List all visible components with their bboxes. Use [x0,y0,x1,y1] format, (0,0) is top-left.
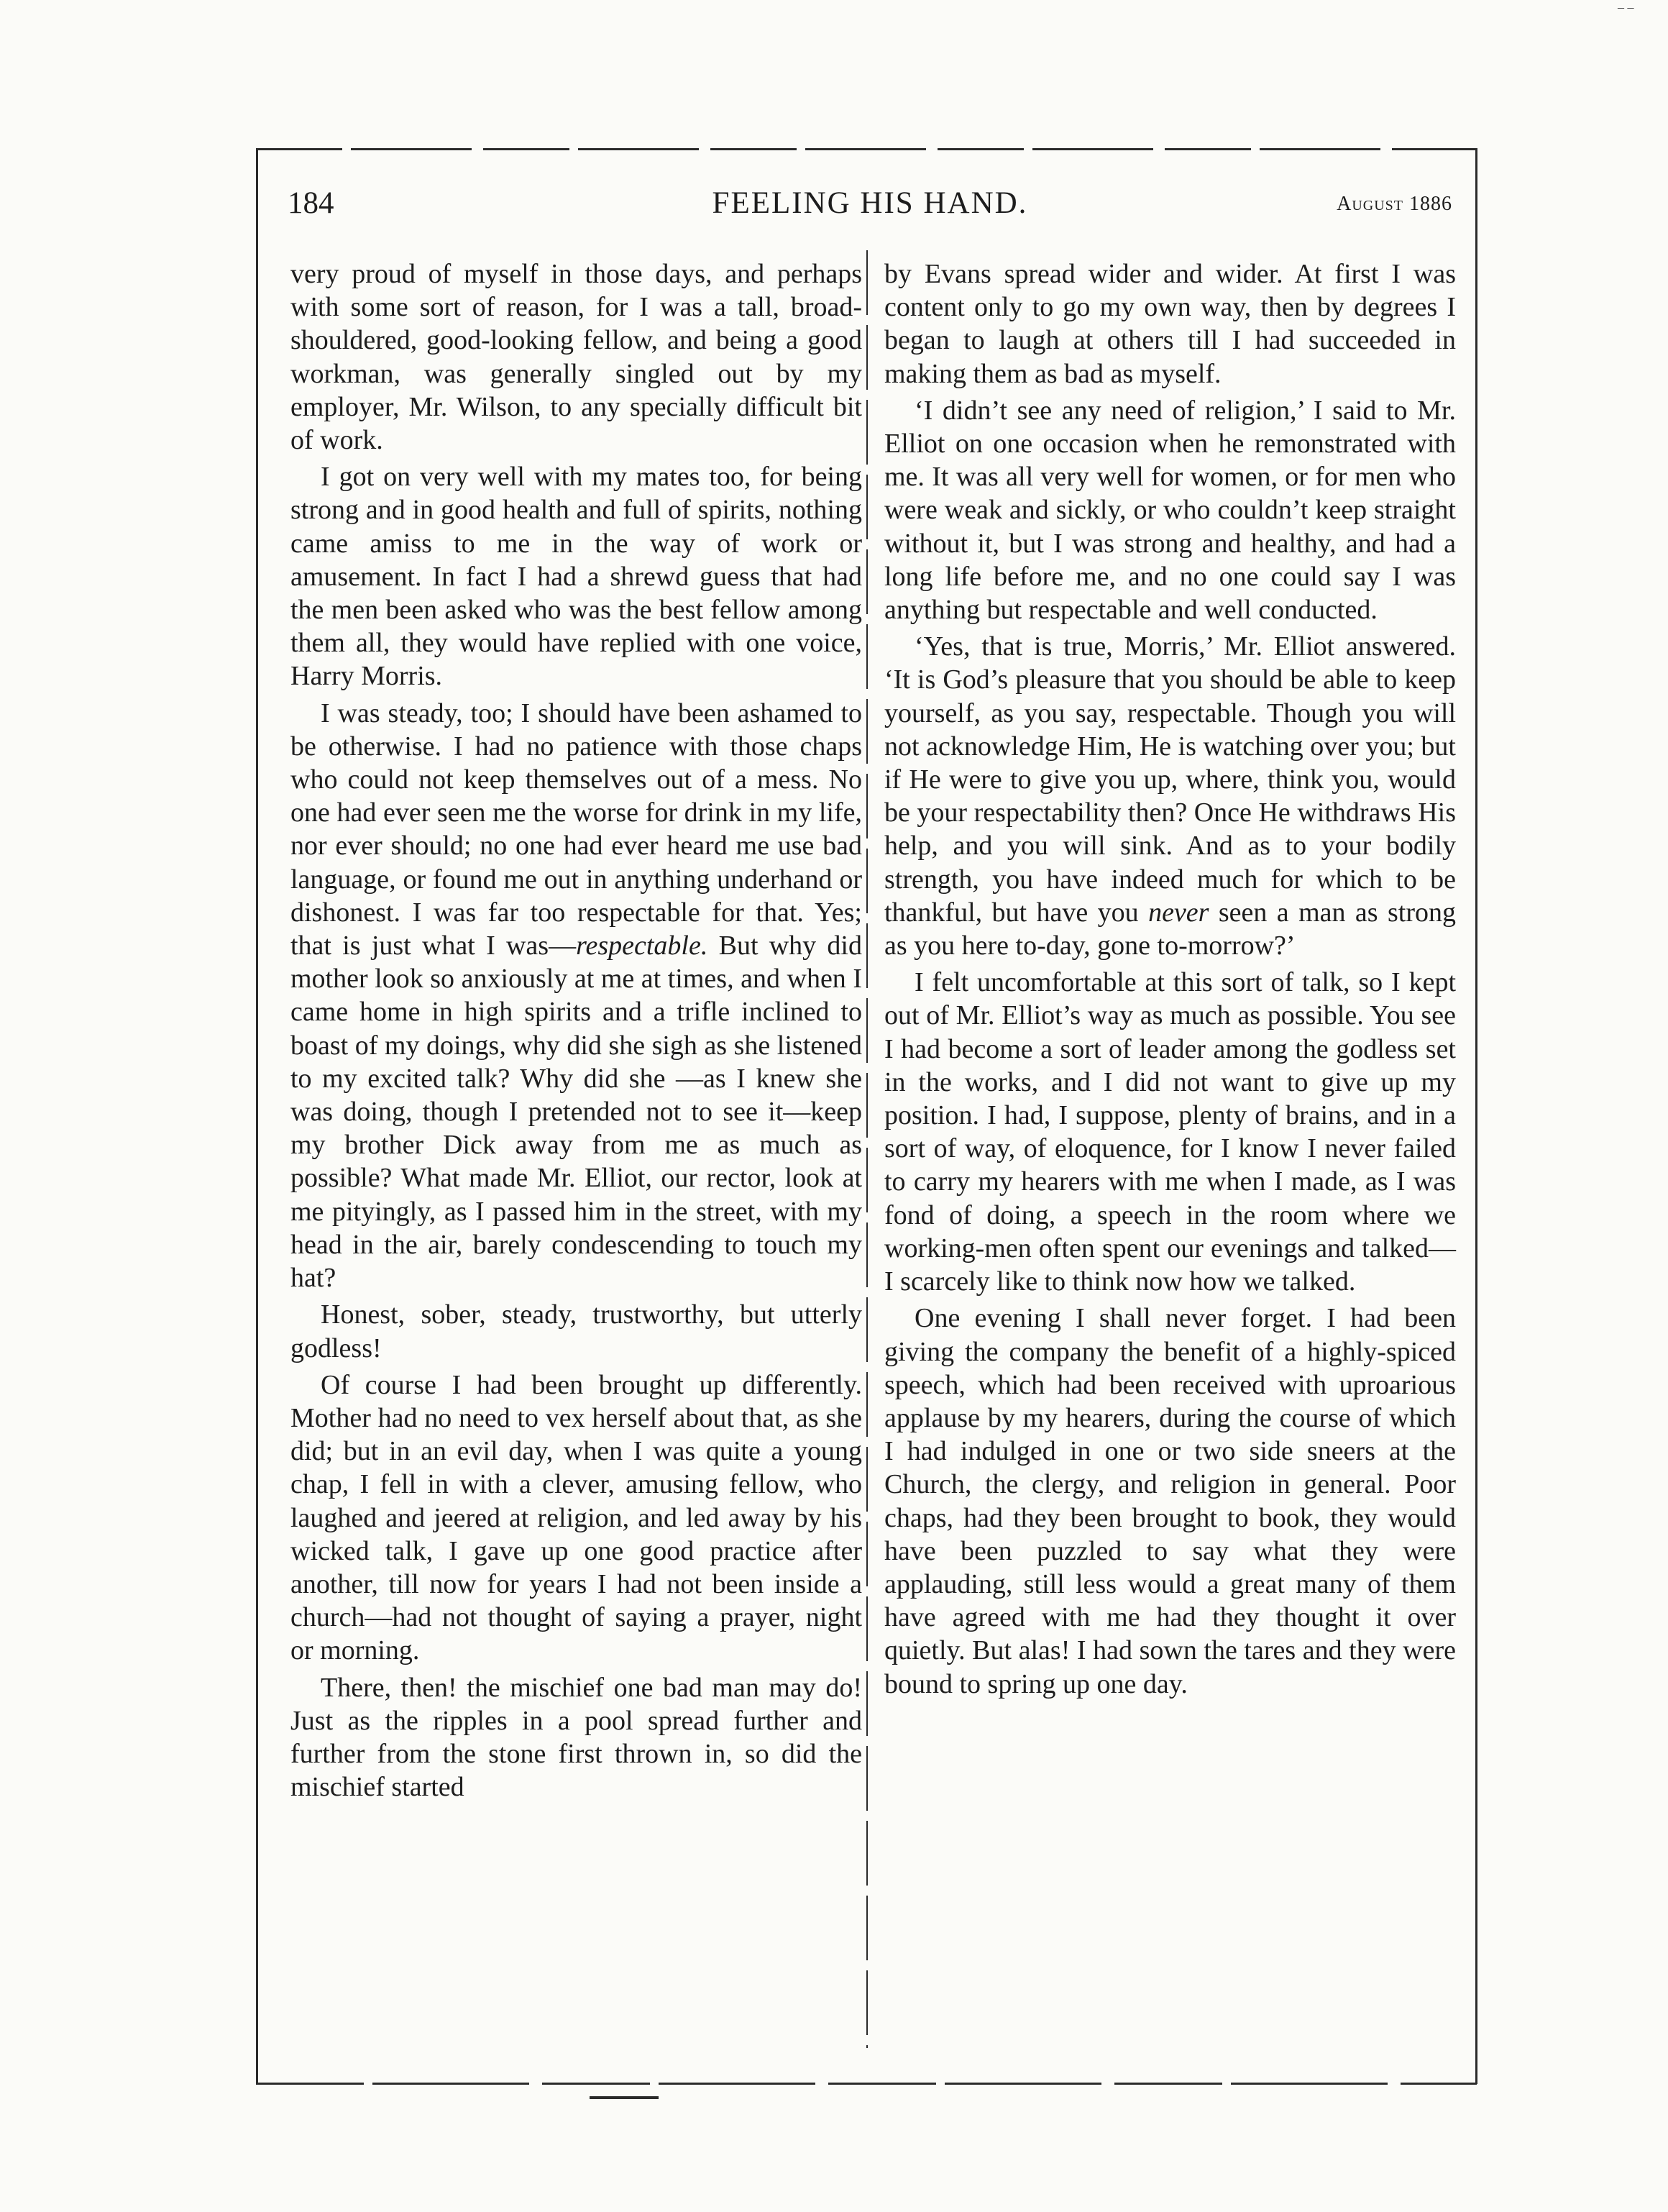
paragraph [290,697,862,1295]
paragraph: One evening I shall never forget. I had been giving the company the benefit of a highly-spiced speech, which had been received with uproarious applause by my hearers, during the course of which I had indulged in one or two side sneers at the Church, the clergy, and religion in general. Poor chaps, had they been brought to book, they would have been puzzled to say what they were applauding, still less would a great many of them have agreed with me had they thought it over quietly. But alas! I had sown the tares and they were bound to spring up one day. [884,1303,1456,1699]
bottom-ornament-rule [590,2096,659,2099]
paragraph: ‘I didn’t see any need of religion,’ I said to Mr. Elliot on one occasion when he remonstrated with me. It was all very well for women, or for men who were weak and sickly, or who couldn’t keep straight without it, but I was strong and healthy, and had a long life before me, and no one could say I was anything but respectable and well conducted. [884,395,1456,626]
paragraph: Honest, sober, steady, trustworthy, but utterly godless! [290,1299,862,1363]
running-title: FEELING HIS HAND. [712,186,1028,220]
paragraph: I felt uncomfortable at this sort of talk, so I kept out of Mr. Elliot’s way as much as possible. You see I had become a sort of leader among the godless set in the works, and I did not want to give up my position. I had, I suppose, plenty of brains, and in a sort of way, of eloquence, for I know I never failed to carry my hearers with me when I made, as I was fond of doing, a speech in the room where we working-men often spent our evenings and talked—I scarcely like to think now how we talked. [884,967,1456,1297]
page-header [288,186,1452,229]
paragraph-text: seen a man as strong as you here to-day, gone to-morrow?’ [884,897,1456,961]
issue-date: August 1886 [1337,193,1452,215]
paragraph: very proud of myself in those days, and perhaps with some sort of reason, for I was a tall, broad-shouldered, good-looking fellow, and being a good workman, was generally singled out by my employer, Mr. Wilson, to any specially difficult bit of work. [290,259,862,456]
paragraph: There, then! the mischief one bad man may do! Just as the ripples in a pool spread further and further from the stone first thrown in, so did the mischief started [290,1672,862,1803]
paragraph-text: I was steady, too; I should have been ashamed to be otherwise. I had no patience with those chaps who could not keep themselves out of a mess. No one had ever seen me the worse for drink in my life, nor ever should; no one had ever heard me use bad language, or found me out in anything underhand or dishonest. I was far too respectable for that. Yes; that is just what I was— [290,698,862,961]
bottom-border-rule [256,2083,1477,2085]
emphasis-text: never [1148,897,1209,928]
column-divider-rule [866,250,868,2048]
paragraph: I got on very well with my mates too, for being strong and in good health and full of spirits, nothing came amiss to me in the way of work or amusement. In fact I had a shrewd guess that had the men been asked who was the best fellow among them all, they would have replied with one voice, Harry Morris. [290,462,862,692]
paragraph-text: ‘Yes, that is true, Morris,’ Mr. Elliot answered. ‘It is God’s pleasure that you should be able to keep yourself, as you say, respectable. Though you will not acknowledge Him, He is watching over you; but if He were to give you up, where, think you, would be your respectability then? Once He withdraws His help, and you will sink. And as to your bodily strength, you have indeed much for which to be thankful, but have you [884,631,1456,928]
page-number: 184 [288,186,334,220]
paragraph: Of course I had been brought up differently. Mother had no need to vex herself about that, as she did; but in an evil day, when I was quite a young chap, I fell in with a clever, amusing fellow, who laughed and jeered at religion, and led away by his wicked talk, I gave up one good practice after another, till now for years I had not been inside a church—had not thought of saying a prayer, night or morning. [290,1369,862,1666]
right-column [884,257,1456,1701]
left-border-rule [256,148,258,2084]
corner-mark: – – [1618,0,1634,14]
paragraph [884,630,1456,962]
top-border-rule [256,148,1477,150]
paragraph-text: But why did mother look so anxiously at me at times, and when I came home in high spirits and a trifle inclined to boast of my doings, why did she sigh as she listened to my excited talk? Why did she —as I knew she was doing, though I pretended not to see it—keep my brother Dick away from me as much as possible? What made Mr. Elliot, our rector, look at me pityingly, as I passed him in the street, with my head in the air, barely condescending to touch my hat? [290,931,862,1294]
emphasis-text: respectable. [576,931,708,961]
right-border-rule [1475,148,1477,2084]
left-column [290,257,862,1804]
paragraph: by Evans spread wider and wider. At first I was content only to go my own way, then by degrees I began to laugh at others till I had succeeded in making them as bad as myself. [884,259,1456,389]
